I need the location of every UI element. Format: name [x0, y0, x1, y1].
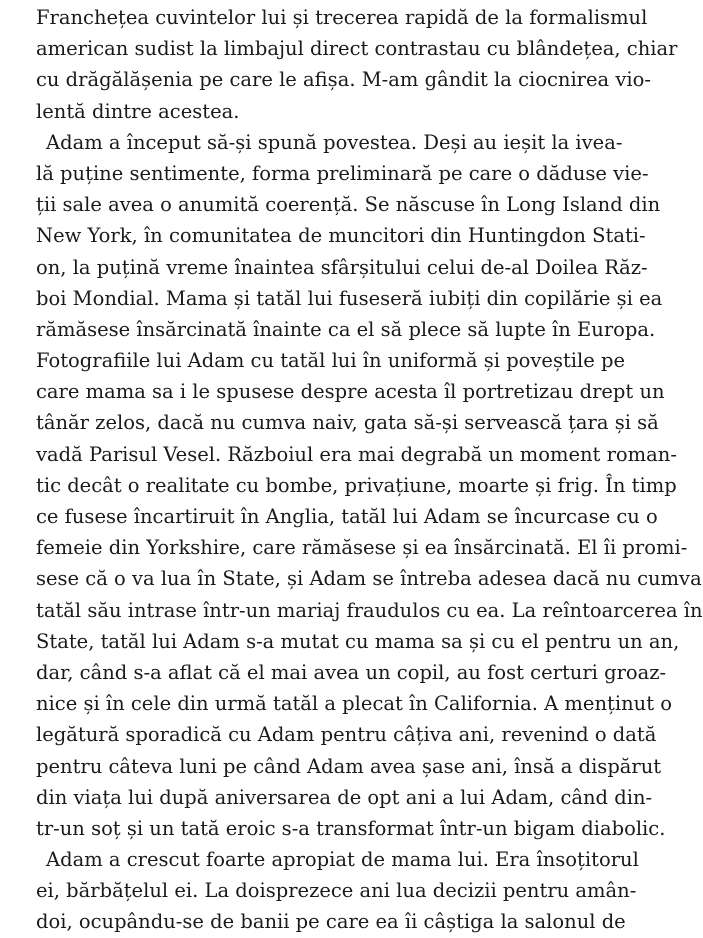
text-line: vadă Parisul Vesel. Războiul era mai degrabă un moment roman- — [36, 442, 677, 466]
text-line: dar, când s-a aflat că el mai avea un copil, au fost certuri groaz- — [36, 660, 667, 684]
text-line: femeie din Yorkshire, care rămăsese și ea însărcinată. El îi promi- — [36, 536, 688, 560]
book-page — [36, 2, 703, 934]
text-line: ce fusese încartiruit în Anglia, tatăl lui Adam se încurcase cu o — [36, 505, 658, 528]
text-line: legătură sporadică cu Adam pentru câțiva ani, revenind o dată — [36, 723, 657, 747]
paragraph-2 — [36, 127, 703, 844]
paragraph-1 — [36, 2, 678, 127]
text-line: Adam a început să-și spună povestea. Deși au ieșit la ivea- — [46, 130, 623, 154]
text-line: care mama sa i le spusese despre acesta îl portretizau drept un — [36, 380, 665, 404]
text-line: State, tatăl lui Adam s-a mutat cu mama sa și cu el pentru un an, — [36, 629, 680, 653]
text-line: lă puține sentimente, forma preliminară pe care o dăduse vie- — [36, 161, 649, 185]
text-line: Fotografiile lui Adam cu tatăl lui în uniformă și poveștile pe — [36, 349, 626, 373]
text-line: tic decât o realitate cu bombe, privațiune, moarte și frig. În timp — [36, 473, 677, 497]
text-line: Franchețea cuvintelor lui și trecerea rapidă de la formalismul — [36, 6, 648, 29]
text-line: nice și în cele din urmă tatăl a plecat în California. A menținut o — [36, 692, 672, 716]
text-line: sese că o va lua în State, și Adam se întreba adesea dacă nu cumva — [36, 567, 702, 591]
text-line: tr-un soț și un tată eroic s-a transformat într-un bigam diabolic. — [36, 816, 666, 840]
text-line: doi, ocupându-se de banii pe care ea îi câștiga la salonul de — [36, 910, 626, 934]
text-line: tatăl său intrase într-un mariaj fraudulos cu ea. La reîntoarcerea în — [36, 598, 703, 622]
text-line: rămăsese însărcinată înainte ca el să plece să lupte în Europa. — [36, 317, 656, 341]
text-line: on, la puțină vreme înaintea sfârșitului celui de-al Doilea Răz- — [36, 255, 648, 279]
text-line: ei, bărbățelul ei. La doisprezece ani lua decizii pentru amân- — [36, 879, 637, 903]
text-line: tânăr zelos, dacă nu cumva naiv, gata să-și servească țara și să — [36, 411, 659, 435]
text-line: ții sale avea o anumită coerență. Se născuse în Long Island din — [36, 193, 661, 217]
paragraph-3 — [36, 844, 639, 938]
text-line: din viața lui după aniversarea de opt ani a lui Adam, când din- — [36, 785, 653, 809]
text-line: cu drăgălășenia pe care le afișa. M-am gândit la ciocnirea vio- — [36, 68, 651, 92]
text-line: Adam a crescut foarte apropiat de mama lui. Era însoțitorul — [46, 848, 639, 872]
text-line: boi Mondial. Mama și tatăl lui fuseseră iubiți din copilărie și ea — [36, 286, 663, 310]
text-line: pentru câteva luni pe când Adam avea șase ani, însă a dispărut — [36, 754, 662, 778]
text-line: New York, în comunitatea de muncitori din Huntingdon Stati- — [36, 224, 646, 248]
text-line: american sudist la limbajul direct contrastau cu blândețea, chiar — [36, 37, 678, 61]
text-line: lentă dintre acestea. — [36, 99, 240, 123]
